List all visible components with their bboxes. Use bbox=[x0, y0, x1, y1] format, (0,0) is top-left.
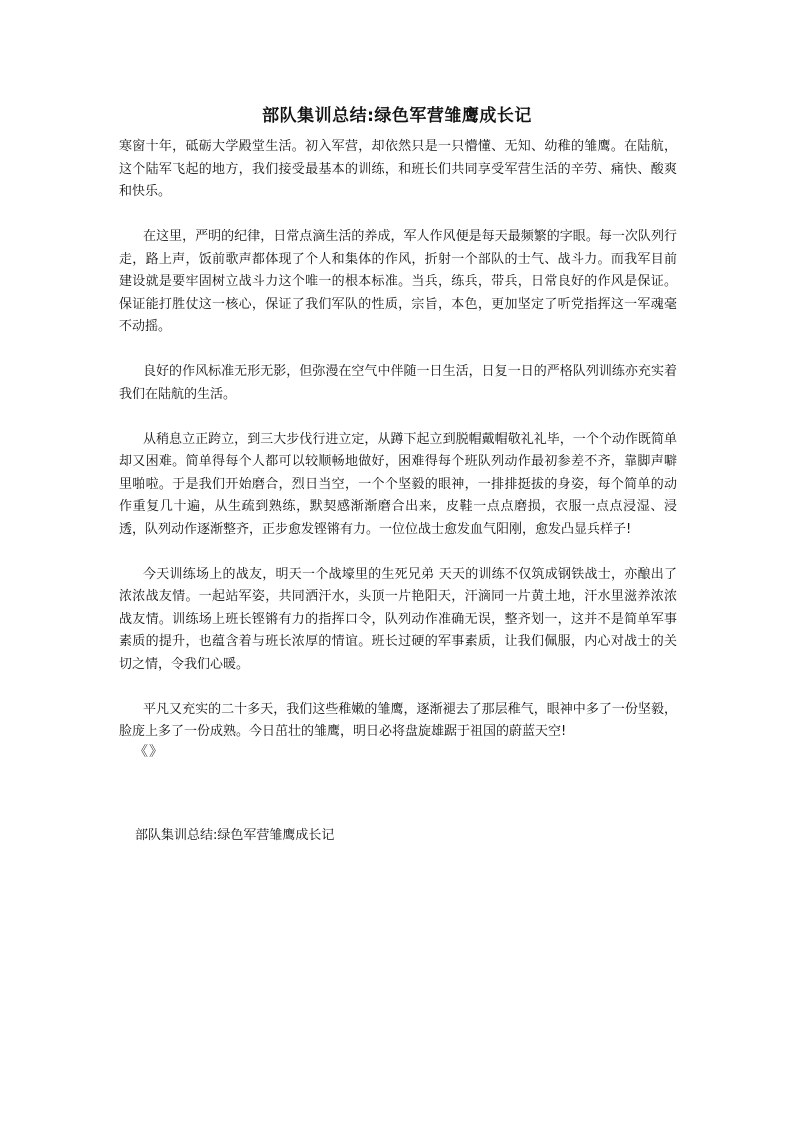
paragraph-4: 从稍息立正跨立，到三大步伐行进立定，从蹲下起立到脱帽戴帽敬礼礼毕，一个个动作既简单却又困难。简单得每个人都可以较顺畅地做好，困难得每个班队列动作最初参差不齐，靠脚声噼里啪啦。于是我们开始磨合，烈日当空，一个个坚毅的眼神，一排排挺拔的身姿，每个简单的动作重复几十遍，从生疏到熟练，默契感渐渐磨合出来，皮鞋一点点磨损，衣服一点点浸湿、浸透，队列动作逐渐整齐，正步愈发铿锵有力。一位位战士愈发血气阳刚，愈发凸显兵样子! bbox=[119, 431, 677, 537]
document-title: 部队集训总结:绿色军营雏鹰成长记 bbox=[262, 106, 532, 126]
paragraph-5: 今天训练场上的战友，明天一个战壕里的生死兄弟 天天的训练不仅筑成钢铁战士，亦酿出了浓浓战友情。一起站军姿，共同洒汗水，头顶一片艳阳天，汗滴同一片黄土地，汗水里滋养浓浓战友情。训练场上班长铿锵有力的指挥口令，队列动作准确无误，整齐划一，这并不是简单军事素质的提升，也蕴含着与班长浓厚的情谊。班长过硬的军事素质，让我们佩服，内心对战士的关切之情，令我们心暖。 bbox=[119, 566, 677, 672]
paragraph-6: 平凡又充实的二十多天，我们这些稚嫩的雏鹰，逐渐褪去了那层稚气，眼神中多了一份坚毅，脸庞上多了一份成熟。今日茁壮的雏鹰，明日必将盘旋雄踞于祖国的蔚蓝天空! bbox=[119, 701, 677, 739]
paragraph-2: 在这里，严明的纪律，日常点滴生活的养成，军人作风便是每天最频繁的字眼。每一次队列行走，路上声，饭前歌声都体现了个人和集体的作风，折射一个部队的士气、战斗力。而我军目前建设就是要牢固树立战斗力这个唯一的根本标准。当兵，练兵，带兵，日常良好的作风是保证。保证能打胜仗这一核心，保证了我们军队的性质，宗旨，本色，更加坚定了听党指挥这一军魂毫不动摇。 bbox=[119, 229, 677, 334]
document-body bbox=[119, 136, 677, 766]
paragraph-1: 寒窗十年，砥砺大学殿堂生活。初入军营，却依然只是一只懵懂、无知、幼稚的雏鹰。在陆航，这个陆军飞起的地方，我们接受最基本的训练，和班长们共同享受军营生活的辛劳、痛快、酸爽和快乐。 bbox=[119, 139, 677, 199]
paragraph-3: 良好的作风标准无形无影，但弥漫在空气中伴随一日生活，日复一日的严格队列训练亦充实着我们在陆航的生活。 bbox=[119, 364, 677, 402]
book-title-brackets: 《》 bbox=[134, 744, 164, 760]
footer-title: 部队集训总结:绿色军营雏鹰成长记 bbox=[135, 828, 335, 843]
